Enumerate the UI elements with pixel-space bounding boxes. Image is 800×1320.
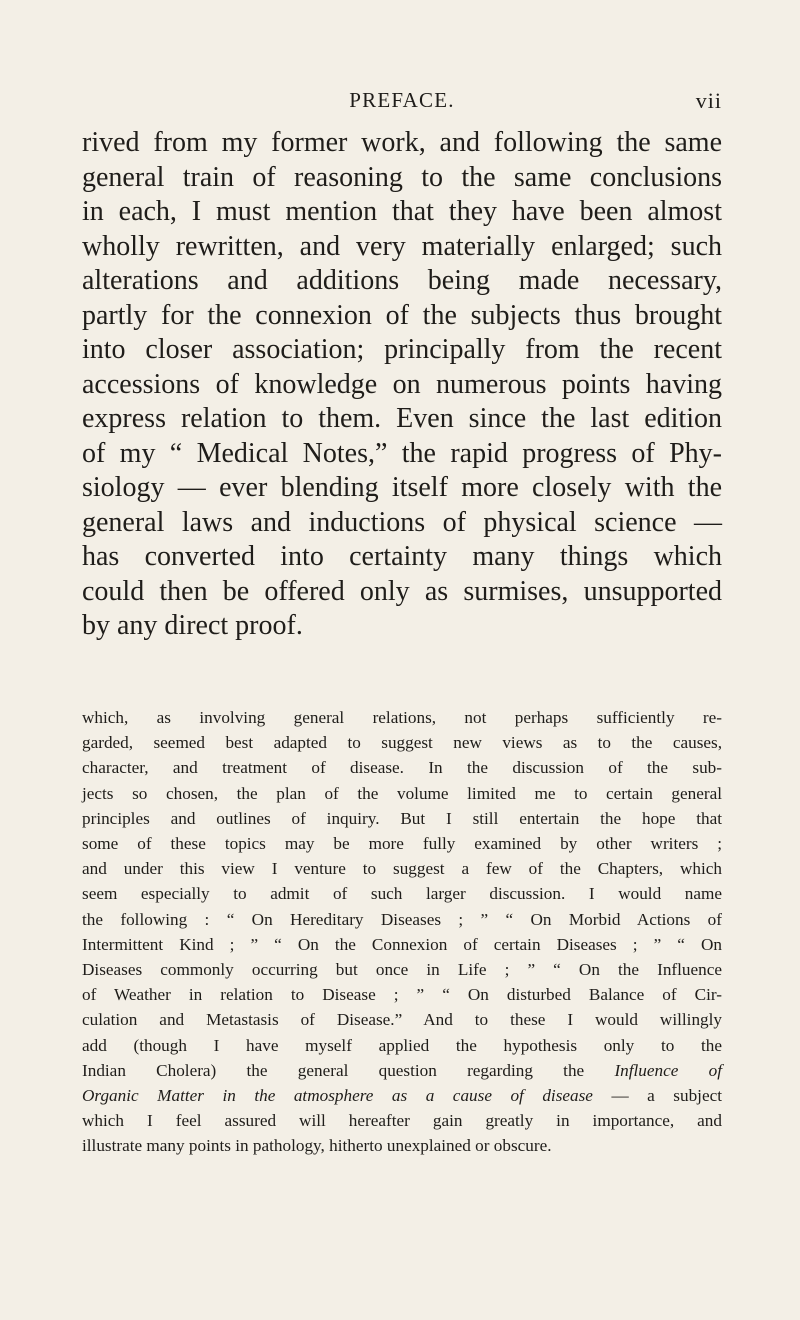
italic-phrase: Organic Matter in the atmosphere as a cause of disease [82, 1086, 593, 1106]
main-text-line: has converted into certainty many things which [82, 541, 722, 572]
note-text-line: principles and outlines of inquiry. But I still entertain the hope that [82, 808, 722, 828]
note-text-line: which I feel assured will hereafter gain greatly in importance, and [82, 1111, 722, 1131]
note-text-span: — a subject [592, 1086, 722, 1106]
main-text-line: general laws and inductions of physical science — [82, 506, 722, 538]
main-text-line: alterations and additions being made necessary, [82, 265, 722, 296]
note-text-line: seem especially to admit of such larger discussion. I would name [82, 884, 722, 904]
note-text-line: jects so chosen, the plan of the volume limited me to certain general [82, 783, 722, 803]
note-text-line: culation and Metastasis of Disease.” And to these I would willingly [82, 1010, 722, 1030]
note-text-line: of Weather in relation to Disease ; ” “ On disturbed Balance of Cir- [82, 985, 722, 1005]
note-text-line: garded, seemed best adapted to suggest new views as to the causes, [82, 733, 722, 753]
main-paragraph [82, 126, 722, 644]
main-text-line: siology — ever blending itself more closely with the [82, 472, 722, 503]
main-text-line: accessions of knowledge on numerous points having [82, 368, 722, 400]
main-text-line: of my “ Medical Notes,” the rapid progress of Phy- [82, 437, 722, 469]
note-text-line: which, as involving general relations, not perhaps sufficiently re- [82, 708, 722, 727]
main-text-line: in each, I must mention that they have been almost [82, 196, 722, 227]
main-text-line: express relation to them. Even since the last edition [82, 403, 722, 434]
page-header [82, 88, 722, 118]
note-text-line-with-italic [82, 1083, 722, 1108]
note-text-line: the following : “ On Hereditary Diseases ; ” “ On Morbid Actions of [82, 909, 722, 929]
main-text-line: by any direct proof. [82, 610, 303, 641]
main-text-line: into closer association; principally from the recent [82, 334, 722, 365]
note-text-line: and under this view I venture to suggest a few of the Chapters, which [82, 859, 722, 879]
note-text-span: Indian Cholera) the general question regarding the [82, 1060, 615, 1080]
note-text-line: Intermittent Kind ; ” “ On the Connexion of certain Diseases ; ” “ On [82, 934, 722, 954]
main-text-line: could then be offered only as surmises, unsupported [82, 575, 722, 607]
note-text-line: Diseases commonly occurring but once in Life ; ” “ On the Influence [82, 960, 722, 980]
note-text-line: character, and treatment of disease. In the discussion of the sub- [82, 758, 722, 778]
small-type-paragraph [82, 705, 722, 1159]
main-text-line: partly for the connexion of the subjects thus brought [82, 299, 722, 331]
note-text-line: illustrate many points in pathology, hitherto unexplained or obscure. [82, 1136, 552, 1156]
main-text-line: wholly rewritten, and very materially enlarged; such [82, 230, 722, 262]
running-head: PREFACE. [349, 88, 455, 112]
note-text-line-with-italic [82, 1058, 722, 1083]
page-number: vii [695, 88, 722, 113]
main-text-line: general train of reasoning to the same conclusions [82, 161, 722, 193]
main-text-line: rived from my former work, and following the same [82, 127, 722, 158]
note-text-line: add (though I have myself applied the hypothesis only to the [82, 1035, 722, 1055]
italic-phrase: Influence of [614, 1060, 722, 1080]
note-text-line: some of these topics may be more fully examined by other writers ; [82, 834, 722, 854]
